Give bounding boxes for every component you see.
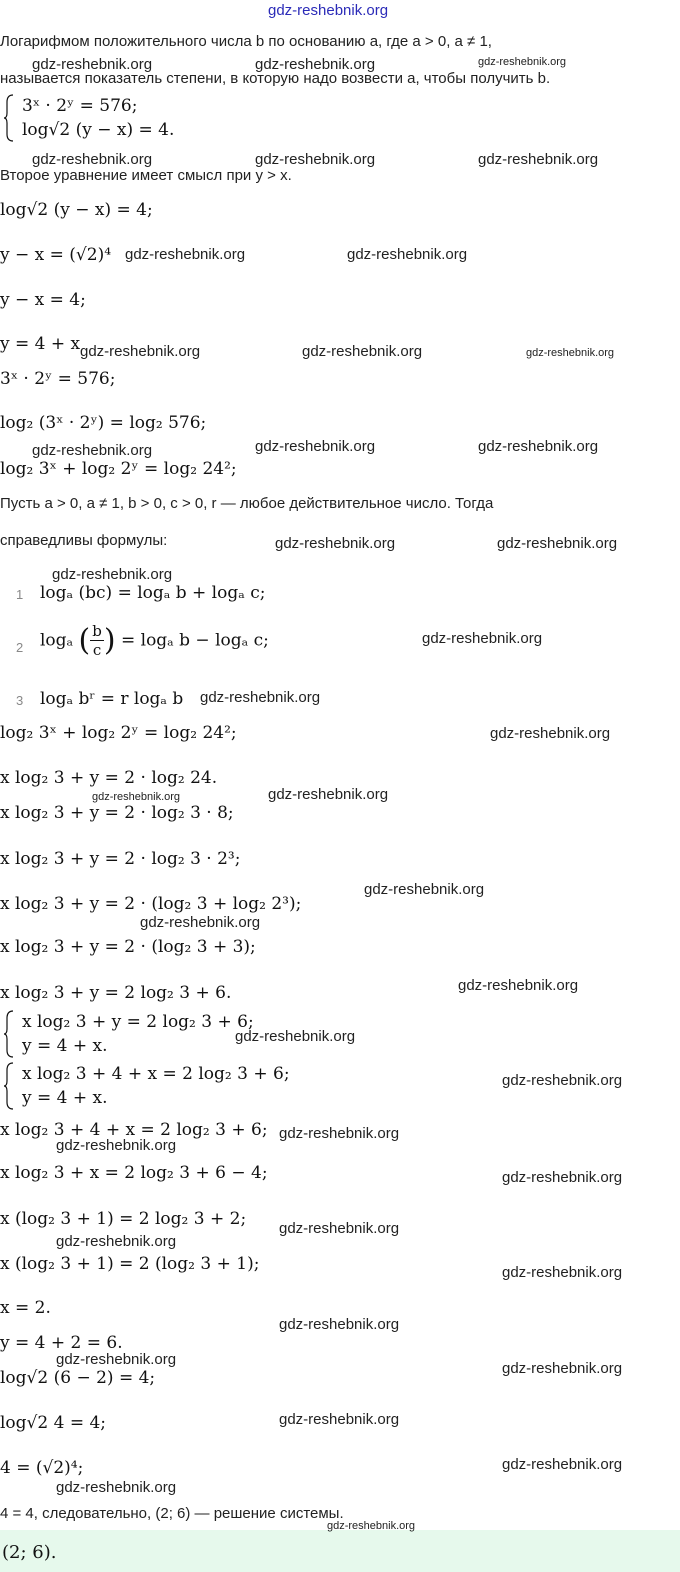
definition-line-1: Логарифмом положительного числа b по основанию a, где a > 0, a ≠ 1, [0, 33, 492, 50]
step-b-7: x log₂ 3 + y = 2 log₂ 3 + 6. [0, 983, 232, 1003]
watermark: gdz-reshebnik.org [32, 151, 153, 168]
watermark: gdz-reshebnik.org [327, 1520, 416, 1532]
system-2-eq-2: y = 4 + x. [22, 1036, 108, 1056]
fraction-denominator: c [92, 641, 102, 659]
step-c-7: log√2 (6 − 2) = 4; [0, 1368, 156, 1388]
watermark: gdz-reshebnik.org [32, 56, 153, 73]
system-3-eq-1: x log₂ 3 + 4 + x = 2 log₂ 3 + 6; [22, 1064, 290, 1084]
property-formula-3: logₐ bʳ = r logₐ b [40, 689, 184, 709]
brace-icon [4, 1062, 14, 1110]
watermark: gdz-reshebnik.org [458, 977, 579, 994]
fraction [90, 622, 104, 659]
step-b-2: x log₂ 3 + y = 2 · log₂ 24. [0, 768, 218, 788]
properties-intro-line-1: Пусть a > 0, a ≠ 1, b > 0, c > 0, r — любое действительное число. Тогда [0, 495, 494, 512]
step-a-5: 3ˣ · 2ʸ = 576; [0, 369, 116, 389]
step-b-3: x log₂ 3 + y = 2 · log₂ 3 · 8; [0, 803, 234, 823]
step-c-4: x (log₂ 3 + 1) = 2 (log₂ 3 + 1); [0, 1254, 260, 1274]
watermark: gdz-reshebnik.org [302, 343, 423, 360]
watermark: gdz-reshebnik.org [52, 566, 173, 583]
step-c-3: x (log₂ 3 + 1) = 2 log₂ 3 + 2; [0, 1209, 247, 1229]
property-formula-2 [40, 622, 269, 659]
site-header-link[interactable]: gdz-reshebnik.org [268, 2, 389, 19]
step-c-6: y = 4 + 2 = 6. [0, 1333, 123, 1353]
answer-box [0, 1530, 680, 1572]
watermark: gdz-reshebnik.org [502, 1456, 623, 1473]
step-b-4: x log₂ 3 + y = 2 · log₂ 3 · 2³; [0, 849, 241, 869]
watermark: gdz-reshebnik.org [125, 246, 246, 263]
watermark: gdz-reshebnik.org [502, 1360, 623, 1377]
watermark: gdz-reshebnik.org [140, 914, 261, 931]
domain-note: Второе уравнение имеет смысл при y > x. [0, 167, 292, 184]
watermark: gdz-reshebnik.org [32, 442, 153, 459]
properties-intro-line-2: справедливы формулы: [0, 532, 168, 549]
watermark: gdz-reshebnik.org [502, 1264, 623, 1281]
brace-icon [4, 1010, 14, 1058]
watermark: gdz-reshebnik.org [255, 438, 376, 455]
watermark: gdz-reshebnik.org [80, 343, 201, 360]
watermark: gdz-reshebnik.org [478, 438, 599, 455]
step-c-9: 4 = (√2)⁴; [0, 1458, 84, 1478]
watermark: gdz-reshebnik.org [275, 535, 396, 552]
watermark: gdz-reshebnik.org [347, 246, 468, 263]
watermark: gdz-reshebnik.org [56, 1137, 177, 1154]
system-3-eq-2: y = 4 + x. [22, 1088, 108, 1108]
step-b-1: log₂ 3ˣ + log₂ 2ʸ = log₂ 24²; [0, 723, 237, 743]
equation-system-2 [4, 1010, 254, 1058]
step-b-5: x log₂ 3 + y = 2 · (log₂ 3 + log₂ 2³); [0, 894, 302, 914]
step-a-2: y − x = (√2)⁴ [0, 245, 112, 265]
watermark: gdz-reshebnik.org [279, 1220, 400, 1237]
watermark: gdz-reshebnik.org [478, 56, 567, 68]
watermark: gdz-reshebnik.org [56, 1479, 177, 1496]
step-c-2: x log₂ 3 + x = 2 log₂ 3 + 6 − 4; [0, 1163, 268, 1183]
step-a-1: log√2 (y − x) = 4; [0, 200, 153, 220]
step-c-5: x = 2. [0, 1298, 51, 1318]
answer-text: (2; 6). [2, 1542, 57, 1563]
property-2-prefix: logₐ [40, 630, 74, 651]
property-2-suffix: = logₐ b − logₐ c; [120, 630, 269, 651]
definition-line-2: называется показатель степени, в которую надо возвести a, чтобы получить b. [0, 70, 551, 87]
watermark: gdz-reshebnik.org [279, 1316, 400, 1333]
step-a-4: y = 4 + x [0, 334, 81, 354]
watermark: gdz-reshebnik.org [279, 1125, 400, 1142]
watermark: gdz-reshebnik.org [235, 1028, 356, 1045]
watermark: gdz-reshebnik.org [56, 1351, 177, 1368]
watermark: gdz-reshebnik.org [526, 347, 615, 359]
right-paren-icon: ) [103, 623, 116, 658]
left-paren-icon: ( [78, 623, 91, 658]
watermark: gdz-reshebnik.org [268, 786, 389, 803]
conclusion: 4 = 4, следовательно, (2; 6) — решение системы. [0, 1505, 344, 1522]
watermark: gdz-reshebnik.org [478, 151, 599, 168]
step-a-3: y − x = 4; [0, 290, 86, 310]
step-a-7: log₂ 3ˣ + log₂ 2ʸ = log₂ 24²; [0, 459, 237, 479]
equation-system-1 [4, 94, 174, 142]
watermark: gdz-reshebnik.org [279, 1411, 400, 1428]
system-2-eq-1: x log₂ 3 + y = 2 log₂ 3 + 6; [22, 1012, 254, 1032]
brace-icon [4, 94, 14, 142]
watermark: gdz-reshebnik.org [422, 630, 543, 647]
step-c-8: log√2 4 = 4; [0, 1413, 107, 1433]
property-formula-1: logₐ (bc) = logₐ b + logₐ c; [40, 583, 266, 603]
step-c-1: x log₂ 3 + 4 + x = 2 log₂ 3 + 6; [0, 1120, 268, 1140]
watermark: gdz-reshebnik.org [497, 535, 618, 552]
watermark: gdz-reshebnik.org [364, 881, 485, 898]
fraction-numerator: b [92, 622, 102, 640]
property-number-2: 2 [16, 640, 24, 655]
equation-system-3 [4, 1062, 290, 1110]
system-1-eq-2: log√2 (y − x) = 4. [22, 120, 175, 140]
watermark: gdz-reshebnik.org [490, 725, 611, 742]
watermark: gdz-reshebnik.org [92, 791, 181, 803]
watermark: gdz-reshebnik.org [200, 689, 321, 706]
step-a-6: log₂ (3ˣ · 2ʸ) = log₂ 576; [0, 413, 207, 433]
property-number-3: 3 [16, 693, 24, 708]
watermark: gdz-reshebnik.org [255, 56, 376, 73]
step-b-6: x log₂ 3 + y = 2 · (log₂ 3 + 3); [0, 937, 256, 957]
watermark: gdz-reshebnik.org [255, 151, 376, 168]
property-number-1: 1 [16, 587, 24, 602]
watermark: gdz-reshebnik.org [56, 1233, 177, 1250]
watermark: gdz-reshebnik.org [502, 1072, 623, 1089]
system-1-eq-1: 3ˣ · 2ʸ = 576; [22, 96, 138, 116]
watermark: gdz-reshebnik.org [502, 1169, 623, 1186]
